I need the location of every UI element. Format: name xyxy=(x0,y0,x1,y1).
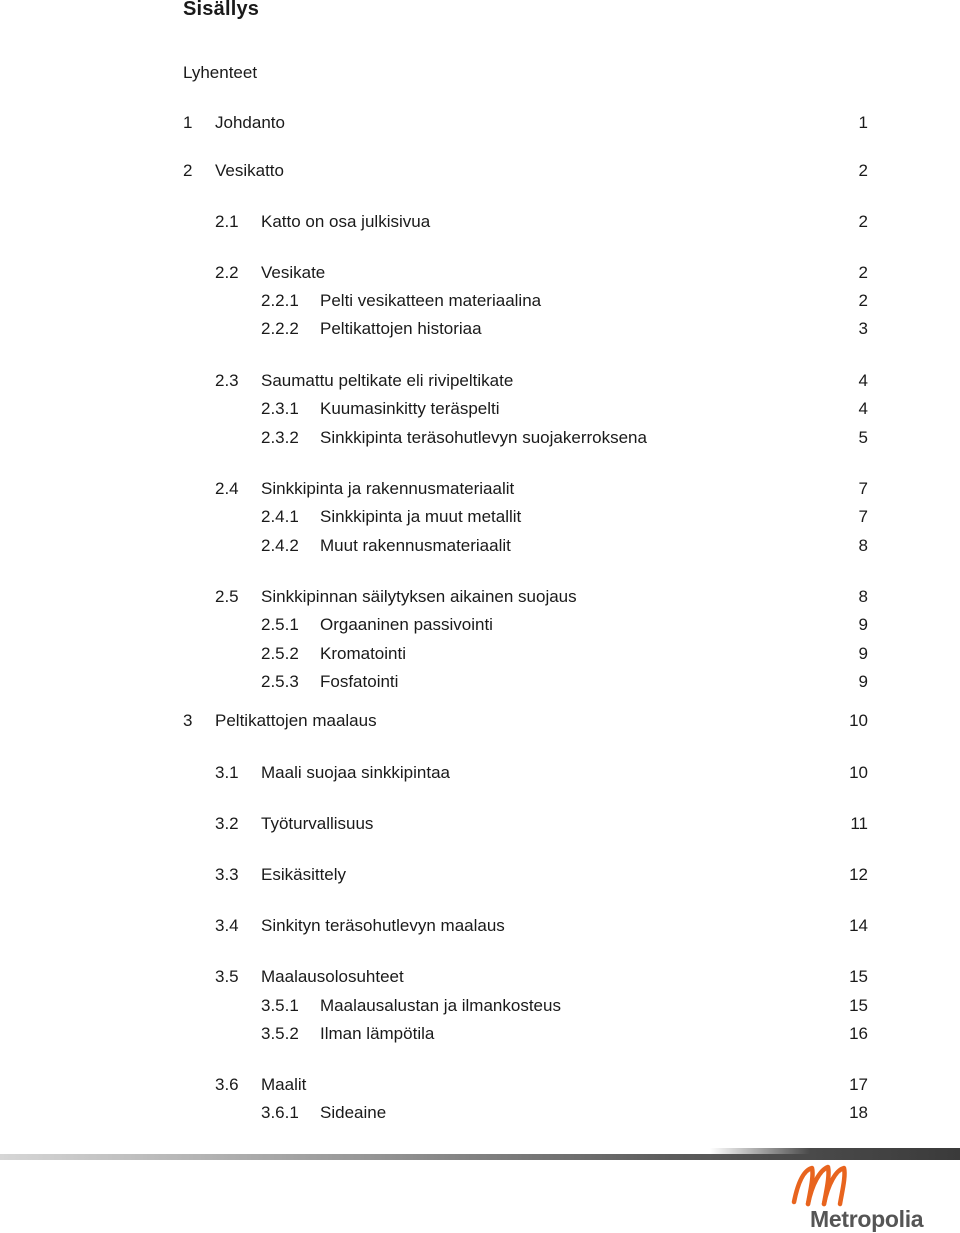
toc-entry[interactable] xyxy=(0,318,960,340)
toc-entry-page: 2 xyxy=(858,263,868,282)
metropolia-logo-text: Metropolia xyxy=(810,1206,924,1232)
toc-entry[interactable] xyxy=(0,813,960,835)
toc-entry[interactable] xyxy=(0,370,960,392)
toc-entry-number: 2.3.2 xyxy=(261,428,299,447)
toc-entry-page: 2 xyxy=(858,212,868,231)
toc-entry-page: 2 xyxy=(858,291,868,310)
toc-entry-title: Peltikattojen maalaus xyxy=(215,711,377,730)
toc-entry-title: Kuumasinkitty teräspelti xyxy=(320,399,500,418)
toc-entry-page: 17 xyxy=(849,1075,868,1094)
toc-entry-title: Ilman lämpötila xyxy=(320,1024,435,1043)
toc-entry-title: Lyhenteet xyxy=(183,63,258,82)
toc-entry-title: Sideaine xyxy=(320,1103,387,1122)
toc-entry-page: 12 xyxy=(849,865,868,884)
toc-entry-number: 2.1 xyxy=(215,212,239,231)
toc-entry-page: 18 xyxy=(849,1103,868,1122)
toc-entry-page: 4 xyxy=(858,399,868,418)
toc-entry-page: 14 xyxy=(849,916,868,935)
toc-entry-number: 2.2.1 xyxy=(261,291,299,310)
toc-entry-title: Katto on osa julkisivua xyxy=(261,212,431,231)
toc-entry-number: 2.5.3 xyxy=(261,672,299,691)
toc-entry-page: 1 xyxy=(858,113,868,132)
toc-entry-title: Maalit xyxy=(261,1075,307,1094)
toc-entry-title: Maalausalustan ja ilmankosteus xyxy=(320,996,561,1015)
toc-entry-number: 1 xyxy=(183,113,193,132)
toc-entry-title: Kromatointi xyxy=(320,644,406,663)
toc-entry-number: 3.6.1 xyxy=(261,1103,299,1122)
toc-entry-title: Työturvallisuus xyxy=(261,814,374,833)
toc-entry-number: 3.1 xyxy=(215,763,239,782)
toc-entry-number: 3.5.2 xyxy=(261,1024,299,1043)
toc-entry-title: Pelti vesikatteen materiaalina xyxy=(320,291,542,310)
toc-entry-title: Peltikattojen historiaa xyxy=(320,319,482,338)
footer-divider-thick xyxy=(710,1148,960,1160)
toc-entry-page: 8 xyxy=(858,587,868,606)
toc-entry-title: Muut rakennusmateriaalit xyxy=(320,536,511,555)
toc-entry-page: 11 xyxy=(850,814,868,833)
toc-entry-number: 3.2 xyxy=(215,814,239,833)
toc-entry-page: 15 xyxy=(849,996,868,1015)
toc-entry[interactable] xyxy=(0,586,960,608)
toc-entry[interactable] xyxy=(0,966,960,988)
toc-entry-title: Esikäsittely xyxy=(261,865,347,884)
toc-entry-page: 10 xyxy=(849,711,868,730)
toc-entry-number: 2.3 xyxy=(215,371,239,390)
toc-entry-number: 2 xyxy=(183,161,193,180)
toc-entry-page: 9 xyxy=(858,615,868,634)
toc-entry[interactable] xyxy=(0,262,960,284)
toc-entry[interactable] xyxy=(0,643,960,665)
toc-entry-title: Saumattu peltikate eli rivipeltikate xyxy=(261,371,514,390)
toc-entry-number: 2.4 xyxy=(215,479,239,498)
toc-entry[interactable] xyxy=(0,478,960,500)
toc-entry-page: 2 xyxy=(858,161,868,180)
toc-entry-title: Vesikate xyxy=(261,263,326,282)
toc-entry-page: 16 xyxy=(849,1024,868,1043)
toc-entry[interactable] xyxy=(0,1102,960,1124)
toc-entry[interactable] xyxy=(0,427,960,449)
toc-entry-number: 3 xyxy=(183,711,193,730)
toc-entry[interactable] xyxy=(0,535,960,557)
toc-entry-page: 3 xyxy=(858,319,868,338)
toc-entry[interactable] xyxy=(0,762,960,784)
toc-entry-title: Sinkkipinnan säilytyksen aikainen suojaus xyxy=(261,587,577,606)
toc-entry-title: Sinkityn teräsohutlevyn maalaus xyxy=(261,916,505,935)
toc-entry[interactable] xyxy=(0,506,960,528)
toc-entry-title: Sinkkipinta ja muut metallit xyxy=(320,507,522,526)
toc-entry-number: 3.5 xyxy=(215,967,239,986)
toc-entry-number: 2.4.1 xyxy=(261,507,299,526)
toc-entry-title: Sinkkipinta ja rakennusmateriaalit xyxy=(261,479,515,498)
toc-entry-page: 8 xyxy=(858,536,868,555)
toc-entry-page: 4 xyxy=(858,371,868,390)
toc-entry-number: 3.6 xyxy=(215,1075,239,1094)
toc-entry[interactable] xyxy=(0,915,960,937)
toc-entry[interactable] xyxy=(0,112,960,134)
toc-entry-title: Sinkkipinta teräsohutlevyn suojakerroksena xyxy=(320,428,647,447)
toc-entry[interactable] xyxy=(0,398,960,420)
toc-entry[interactable] xyxy=(0,710,960,732)
toc-entry-number: 3.5.1 xyxy=(261,996,299,1015)
toc-entry[interactable] xyxy=(0,864,960,886)
toc-entry[interactable] xyxy=(0,614,960,636)
toc-entry[interactable] xyxy=(0,995,960,1017)
page-heading: Sisällys xyxy=(183,0,260,20)
footer-divider xyxy=(0,1148,960,1162)
toc-entry-title: Fosfatointi xyxy=(320,672,399,691)
toc-entry[interactable] xyxy=(0,160,960,182)
toc-entry-title: Vesikatto xyxy=(215,161,284,180)
toc-entry-number: 2.5.1 xyxy=(261,615,299,634)
toc-entry-page: 10 xyxy=(849,763,868,782)
toc-entry-number: 3.4 xyxy=(215,916,239,935)
toc-entry[interactable] xyxy=(0,1074,960,1096)
toc-entry-number: 2.3.1 xyxy=(261,399,299,418)
toc-entry[interactable] xyxy=(0,1023,960,1045)
toc-entry[interactable] xyxy=(0,671,960,693)
toc-entry-page: 7 xyxy=(858,479,868,498)
toc-entry-number: 2.5.2 xyxy=(261,644,299,663)
metropolia-logo xyxy=(778,1162,938,1230)
toc-entry-title: Maalausolosuhteet xyxy=(261,967,404,986)
toc-entry[interactable] xyxy=(0,62,960,84)
toc-entry[interactable] xyxy=(0,290,960,312)
toc-entry-number: 2.2.2 xyxy=(261,319,299,338)
toc-entry-title: Maali suojaa sinkkipintaa xyxy=(261,763,450,782)
toc-entry-number: 2.5 xyxy=(215,587,239,606)
toc-entry-title: Johdanto xyxy=(215,113,285,132)
toc-entry-page: 9 xyxy=(858,644,868,663)
toc-entry-title: Orgaaninen passivointi xyxy=(320,615,493,634)
toc-entry-page: 5 xyxy=(858,428,868,447)
toc-entry-page: 15 xyxy=(849,967,868,986)
toc-entry-number: 3.3 xyxy=(215,865,239,884)
toc-entry[interactable] xyxy=(0,211,960,233)
toc-entry-number: 2.2 xyxy=(215,263,239,282)
toc-entry-number: 2.4.2 xyxy=(261,536,299,555)
toc-entry-page: 9 xyxy=(858,672,868,691)
toc-entry-page: 7 xyxy=(858,507,868,526)
